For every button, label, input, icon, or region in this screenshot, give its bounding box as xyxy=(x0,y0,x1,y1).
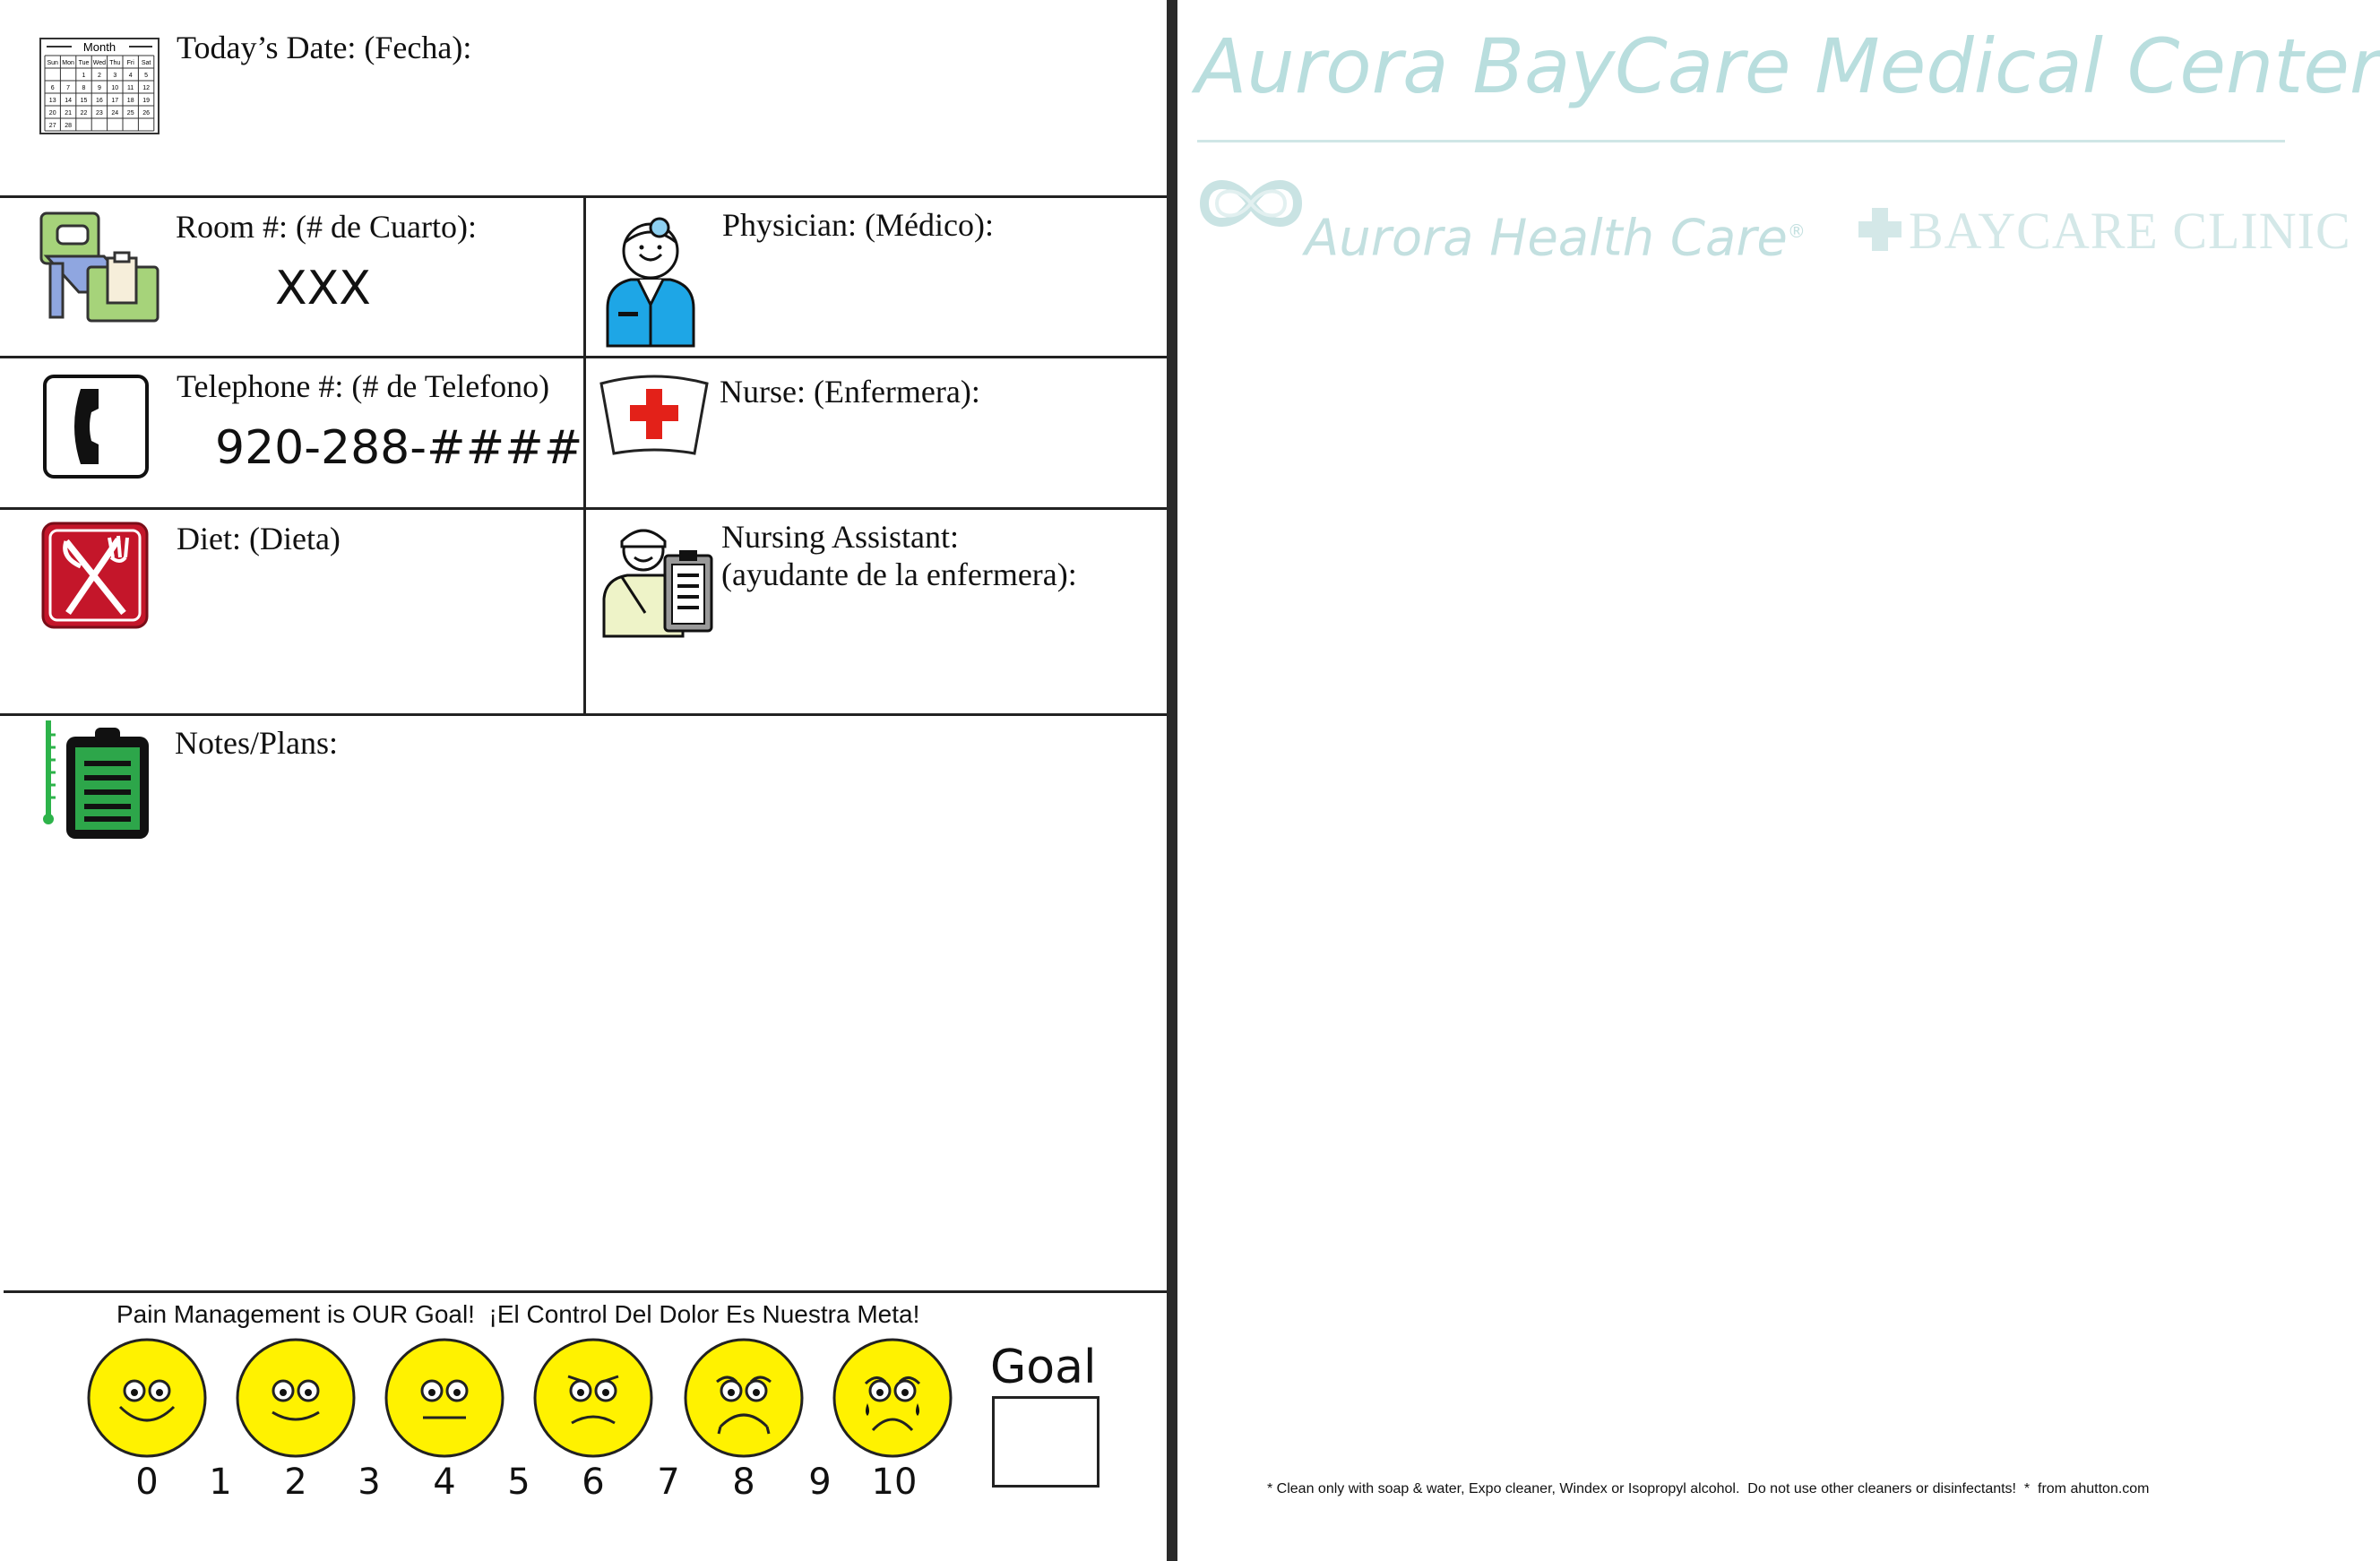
calendar-date: 12 xyxy=(142,85,150,91)
nursing-assistant-label-line2: (ayudante de la enfermera): xyxy=(721,556,1077,592)
calendar-date: 1 xyxy=(82,73,86,79)
calendar-date: 24 xyxy=(111,110,119,116)
calendar-date: 13 xyxy=(48,98,56,104)
clipboard-notes-icon xyxy=(39,717,152,842)
baycare-clinic-logo: BAYCARE CLINIC xyxy=(1909,202,2351,260)
telephone-label: Telephone #: (# de Telefono) xyxy=(177,368,550,404)
goal-input-box[interactable] xyxy=(992,1396,1099,1488)
nurse-cap-icon xyxy=(599,375,709,459)
calendar-date: 15 xyxy=(80,98,88,104)
pain-face-2[interactable] xyxy=(235,1337,357,1459)
pain-scale-number: 4 xyxy=(433,1462,456,1503)
calendar-date: 14 xyxy=(65,98,72,104)
calendar-day-header: Sat xyxy=(141,60,151,66)
calendar-date: 19 xyxy=(142,98,150,104)
pain-face-8[interactable] xyxy=(683,1337,805,1459)
pain-face-6[interactable] xyxy=(532,1337,654,1459)
hospital-bed-icon xyxy=(38,210,163,328)
registered-mark: ® xyxy=(1787,220,1806,242)
calendar-date: 22 xyxy=(80,110,88,116)
fork-knife-icon xyxy=(41,522,149,629)
calendar-date: 20 xyxy=(48,110,56,116)
pain-scale-number: 3 xyxy=(358,1462,381,1503)
calendar-date: 25 xyxy=(126,110,134,116)
pain-scale-number: 6 xyxy=(582,1462,605,1503)
calendar-date: 28 xyxy=(65,123,72,129)
calendar-date: 3 xyxy=(113,73,117,79)
calendar-date: 7 xyxy=(66,85,71,91)
nursing-assistant-label-line1: Nursing Assistant: xyxy=(721,519,960,555)
calendar-day-header: Sun xyxy=(47,60,58,66)
pain-face-0[interactable] xyxy=(86,1337,208,1459)
goal-label: Goal xyxy=(990,1341,1097,1394)
calendar-date: 11 xyxy=(127,85,134,91)
calendar-date: 27 xyxy=(48,123,56,129)
calendar-date: 8 xyxy=(82,85,86,91)
calendar-date: 18 xyxy=(126,98,134,104)
pain-scale-number: 1 xyxy=(209,1462,232,1503)
calendar-date: 4 xyxy=(128,73,133,79)
pain-face-4[interactable] xyxy=(384,1337,505,1459)
calendar-date: 16 xyxy=(96,98,103,104)
calendar-date: 9 xyxy=(97,85,101,91)
calendar-day-header: Mon xyxy=(62,60,74,66)
calendar-date: 6 xyxy=(50,85,55,91)
calendar-date: 5 xyxy=(144,73,149,79)
row-divider-pain xyxy=(4,1290,1168,1293)
calendar-date: 10 xyxy=(111,85,119,91)
date-label: Today’s Date: (Fecha): xyxy=(177,30,472,65)
aurora-health-care-logo xyxy=(1305,203,1806,268)
calendar-date: 17 xyxy=(111,98,119,104)
calendar-date: 2 xyxy=(97,73,101,79)
calendar-date: 23 xyxy=(96,110,103,116)
telephone-value[interactable]: 920-288-#### xyxy=(215,421,583,475)
column-divider xyxy=(583,195,586,716)
aurora-infinity-logo-icon xyxy=(1199,174,1303,233)
calendar-day-header: Thu xyxy=(109,60,121,66)
cleaning-footer-note: * Clean only with soap & water, Expo cleaner, Windex or Isopropyl alcohol. Do not use other cleaners or disinfectants! * from ahutton.com xyxy=(1267,1481,2150,1496)
pain-heading: Pain Management is OUR Goal! ¡El Control Del Dolor Es Nuestra Meta! xyxy=(116,1300,920,1328)
pain-scale-number: 0 xyxy=(135,1462,159,1503)
date-field[interactable] xyxy=(502,27,1129,170)
pain-face-10[interactable] xyxy=(832,1337,953,1459)
calendar-day-header: Fri xyxy=(126,60,134,66)
physician-label: Physician: (Médico): xyxy=(722,207,994,243)
diet-label: Diet: (Dieta) xyxy=(177,521,341,556)
aurora-logo-text: Aurora Health Care xyxy=(1305,209,1788,268)
pain-scale-number: 5 xyxy=(507,1462,530,1503)
calendar-icon xyxy=(39,38,160,134)
nurse-label: Nurse: (Enfermera): xyxy=(720,374,980,410)
room-label: Room #: (# de Cuarto): xyxy=(176,209,477,245)
pain-scale-number: 8 xyxy=(732,1462,755,1503)
physician-icon xyxy=(604,215,697,348)
notes-label: Notes/Plans: xyxy=(175,725,339,761)
notes-area[interactable] xyxy=(170,771,1147,1272)
title-underline xyxy=(1197,140,2285,142)
calendar-day-header: Wed xyxy=(92,60,107,66)
panel-divider xyxy=(1167,0,1177,1561)
nursing-assistant-icon xyxy=(600,523,717,638)
telephone-icon xyxy=(43,375,149,479)
pain-scale-number: 7 xyxy=(657,1462,680,1503)
calendar-date: 26 xyxy=(142,110,150,116)
baycare-cross-icon xyxy=(1857,206,1903,253)
calendar-day-header: Tue xyxy=(78,60,90,66)
hospital-title: Aurora BayCare Medical Center xyxy=(1195,22,2380,110)
pain-scale-number: 2 xyxy=(284,1462,307,1503)
room-value[interactable]: XXX xyxy=(275,262,371,315)
pain-scale-number: 10 xyxy=(871,1462,918,1503)
svg-text:Month: Month xyxy=(82,40,116,54)
calendar-date: 21 xyxy=(65,110,72,116)
pain-scale-number: 9 xyxy=(808,1462,832,1503)
